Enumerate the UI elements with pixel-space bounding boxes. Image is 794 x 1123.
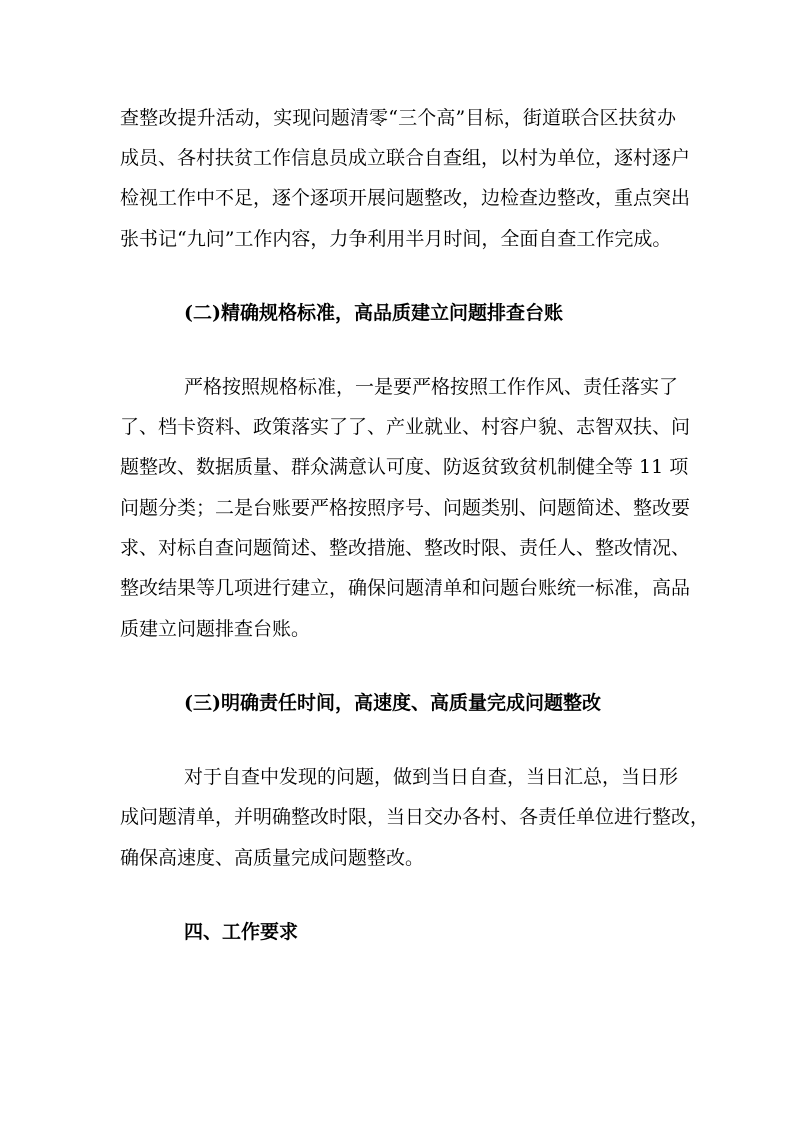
section-heading-standards: (二)精确规格标准，高品质建立问题排查台账	[184, 302, 563, 324]
paragraph-line: 了、档卡资料、政策落实了了、产业就业、村容户貌、志智双扶、问	[120, 416, 691, 438]
paragraph-line: 确保高速度、高质量完成问题整改。	[120, 847, 425, 869]
paragraph-line: 题整改、数据质量、群众满意认可度、防返贫致贫机制健全等 11 项	[120, 456, 689, 478]
paragraph-line: 整改结果等几项进行建立，确保问题清单和问题台账统一标准，高品	[120, 577, 691, 599]
section-heading-responsibility: (三)明确责任时间，高速度、高质量完成问题整改	[184, 692, 601, 714]
paragraph-line: 张书记“九问”工作内容，力争利用半月时间，全面自查工作完成。	[120, 228, 672, 250]
paragraph-line: 查整改提升活动，实现问题清零“三个高”目标，街道联合区扶贫办	[120, 107, 676, 129]
paragraph-line: 检视工作中不足，逐个逐项开展问题整改，边检查边整改，重点突出	[120, 187, 691, 209]
paragraph-line: 求、对标自查问题简述、整改措施、整改时限、责任人、整改情况、	[120, 537, 691, 559]
paragraph-line: 质建立问题排查台账。	[120, 618, 311, 640]
paragraph-line: 对于自查中发现的问题，做到当日自查，当日汇总，当日形	[184, 766, 679, 788]
paragraph-line: 严格按照规格标准，一是要严格按照工作作风、责任落实了	[184, 376, 679, 398]
paragraph-line: 成员、各村扶贫工作信息员成立联合自查组，以村为单位，逐村逐户	[120, 147, 691, 169]
paragraph-line: 问题分类；二是台账要严格按照序号、问题类别、问题简述、整改要	[120, 497, 691, 519]
paragraph-line: 成问题清单，并明确整改时限，当日交办各村、各责任单位进行整改，	[120, 806, 710, 828]
section-heading-work-requirements: 四、工作要求	[184, 921, 299, 943]
